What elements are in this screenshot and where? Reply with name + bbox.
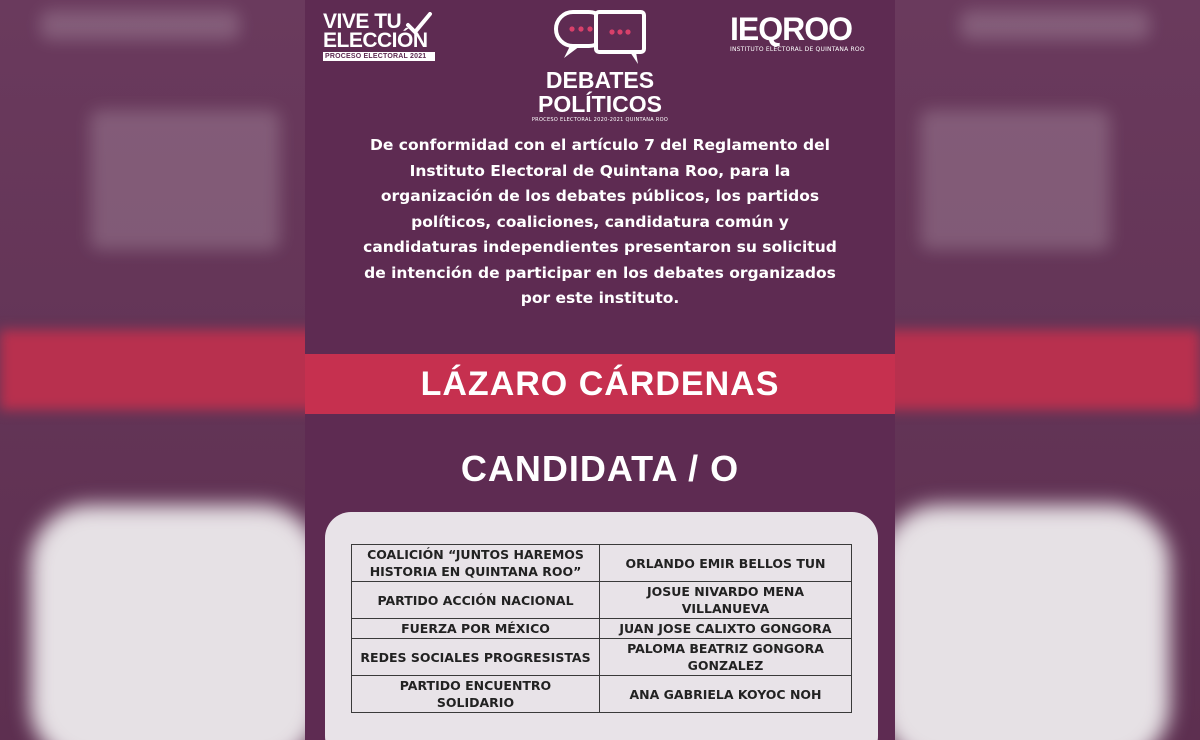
debates-politicos-logo (530, 8, 670, 123)
backdrop-blur-text-left (90, 110, 280, 250)
candidate-line: VILLANUEVA (681, 601, 770, 616)
candidate-cell (600, 676, 852, 713)
backdrop-card-right (880, 505, 1170, 740)
party-line: PARTIDO ENCUENTRO (399, 678, 552, 693)
party-cell (352, 582, 600, 619)
vive-tu-eleccion-logo (323, 12, 435, 61)
candidates-table (351, 544, 852, 713)
party-cell (352, 676, 600, 713)
candidate-line: JOSUE NIVARDO MENA (646, 584, 805, 599)
debates-title-2: POLÍTICOS (538, 91, 662, 117)
logo-line-3: PROCESO ELECTORAL 2021 (323, 52, 435, 61)
table-row (352, 619, 852, 639)
party-cell (352, 619, 600, 639)
logo-line-1: VIVE TU (323, 10, 402, 33)
intro-paragraph (345, 133, 855, 312)
intro-line: políticos, coaliciones, candidatura común y (411, 212, 789, 231)
ieqroo-subtitle: INSTITUTO ELECTORAL DE QUINTANA ROO (730, 46, 865, 53)
intro-line: organización de los debates públicos, los partidos (380, 187, 820, 205)
table-row (352, 545, 852, 582)
ieqroo-name: IEQROO (730, 11, 853, 47)
table-row (352, 582, 852, 619)
checkmark-icon (405, 12, 433, 36)
candidate-cell (600, 582, 852, 619)
backdrop-blur-right (960, 10, 1150, 40)
party-line: COALICIÓN “JUNTOS HAREMOS (367, 547, 584, 562)
candidate-line: ORLANDO EMIR BELLOS TUN (625, 555, 826, 571)
party-cell (352, 639, 600, 676)
table-row (352, 639, 852, 676)
backdrop-blur-text-right (920, 110, 1110, 250)
candidate-line: ANA GABRIELA KOYOC NOH (629, 686, 822, 702)
intro-line: De conformidad con el artículo 7 del Reglamento del (370, 136, 830, 154)
municipality-band (305, 354, 895, 414)
candidate-line: PALOMA BEATRIZ GONGORA (627, 641, 824, 656)
ieqroo-logo (730, 12, 880, 53)
party-line: HISTORIA EN QUINTANA ROO” (369, 564, 582, 579)
candidate-cell (600, 639, 852, 676)
logo-line-2: ELECCIÓN (323, 29, 428, 52)
intro-line: Instituto Electoral de Quintana Roo, para la (409, 161, 791, 180)
candidate-cell (600, 619, 852, 639)
candidate-line: GONZALEZ (687, 658, 764, 673)
intro-line: de intención de participar en los debates organizados (364, 263, 836, 282)
speech-bubbles-icon (550, 8, 650, 68)
intro-line: por este instituto. (520, 289, 680, 307)
intro-line: candidaturas independientes presentaron su solicitud (363, 238, 837, 256)
candidates-card (325, 512, 878, 740)
party-line: SOLIDARIO (436, 695, 515, 710)
table-row (352, 676, 852, 713)
candidates-title: CANDIDATA / O (460, 448, 740, 489)
party-line: REDES SOCIALES PROGRESISTAS (360, 649, 591, 665)
candidate-cell (600, 545, 852, 582)
municipality-title: LÁZARO CÁRDENAS (420, 364, 780, 403)
debates-subtitle: PROCESO ELECTORAL 2020-2021 QUINTANA ROO (531, 117, 669, 123)
backdrop-blur-left (40, 10, 240, 40)
candidate-line: JUAN JOSE CALIXTO GONGORA (619, 621, 832, 636)
backdrop-card-left (30, 505, 320, 740)
party-line: PARTIDO ACCIÓN NACIONAL (377, 592, 574, 608)
debates-title-1: DEBATES (545, 67, 655, 93)
debate-poster (305, 0, 895, 740)
party-line: FUERZA POR MÉXICO (401, 621, 550, 636)
party-cell (352, 545, 600, 582)
